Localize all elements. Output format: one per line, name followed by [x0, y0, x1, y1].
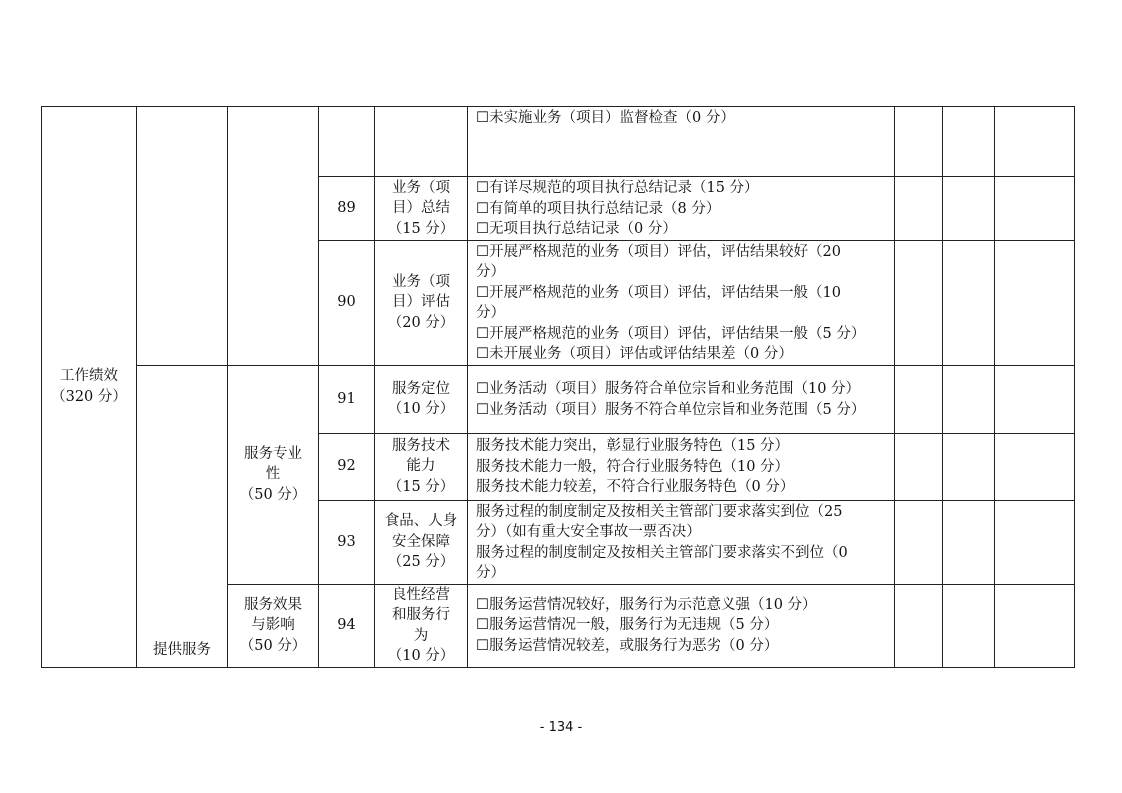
- score-cell: [995, 584, 1075, 667]
- scoring-options: ☐开展严格规范的业务（项目）评估，评估结果较好（20 分） ☐开展严格规范的业务（项目）评估，评估结果一般（10 分） ☐开展严格规范的业务（项目）评估，评估结果一般（5 分） ☐未开展业务（项目）评估或评估结果差（0 分）: [468, 240, 895, 365]
- score-cell: [895, 500, 943, 584]
- scoring-options: ☐未实施业务（项目）监督检查（0 分）: [468, 107, 895, 177]
- group-cell: 服务专业 性 （50 分）: [228, 365, 319, 584]
- scoring-options: ☐有详尽规范的项目执行总结记录（15 分） ☐有简单的项目执行总结记录（8 分） ☐无项目执行总结记录（0 分）: [468, 177, 895, 241]
- item-number: 91: [319, 365, 375, 433]
- score-cell: [995, 177, 1075, 241]
- score-cell: [995, 365, 1075, 433]
- scoring-options: 服务过程的制度制定及按相关主管部门要求落实到位（25 分）（如有重大安全事故一票否决） 服务过程的制度制定及按相关主管部门要求落实不到位（0 分）: [468, 500, 895, 584]
- scoring-options: ☐服务运营情况较好，服务行为示范意义强（10 分） ☐服务运营情况一般，服务行为无违规（5 分） ☐服务运营情况较差，或服务行为恶劣（0 分）: [468, 584, 895, 667]
- group-cell: 服务效果 与影响 （50 分）: [228, 584, 319, 667]
- item-name: [375, 107, 468, 177]
- scoring-options: ☐业务活动（项目）服务符合单位宗旨和业务范围（10 分） ☐业务活动（项目）服务不符合单位宗旨和业务范围（5 分）: [468, 365, 895, 433]
- score-cell: [995, 433, 1075, 500]
- score-cell: [943, 177, 995, 241]
- item-number: [319, 107, 375, 177]
- score-cell: [943, 240, 995, 365]
- score-cell: [895, 177, 943, 241]
- item-number: 92: [319, 433, 375, 500]
- item-number: 94: [319, 584, 375, 667]
- item-number: 90: [319, 240, 375, 365]
- subcategory-cell: 提供服务: [137, 365, 228, 667]
- score-cell: [995, 107, 1075, 177]
- item-name: 食品、人身 安全保障 （25 分）: [375, 500, 468, 584]
- item-name: 良性经营 和服务行 为 （10 分）: [375, 584, 468, 667]
- item-name: 服务定位 （10 分）: [375, 365, 468, 433]
- score-cell: [895, 107, 943, 177]
- score-cell: [943, 107, 995, 177]
- category-cell: 工作绩效 （320 分）: [42, 107, 137, 668]
- score-cell: [995, 240, 1075, 365]
- subcategory-cell: [137, 107, 228, 366]
- score-cell: [995, 500, 1075, 584]
- item-name: 业务（项 目）总结 （15 分）: [375, 177, 468, 241]
- item-name: 业务（项 目）评估 （20 分）: [375, 240, 468, 365]
- score-cell: [895, 240, 943, 365]
- score-cell: [895, 365, 943, 433]
- score-cell: [943, 433, 995, 500]
- score-cell: [943, 584, 995, 667]
- score-cell: [943, 500, 995, 584]
- evaluation-table: [41, 106, 1075, 668]
- item-number: 89: [319, 177, 375, 241]
- item-number: 93: [319, 500, 375, 584]
- scoring-options: 服务技术能力突出，彰显行业服务特色（15 分） 服务技术能力一般，符合行业服务特色（10 分） 服务技术能力较差，不符合行业服务特色（0 分）: [468, 433, 895, 500]
- table-row: [42, 365, 1075, 433]
- score-cell: [895, 584, 943, 667]
- score-cell: [943, 365, 995, 433]
- group-cell: [228, 107, 319, 366]
- item-name: 服务技术 能力 （15 分）: [375, 433, 468, 500]
- score-cell: [895, 433, 943, 500]
- page-number: - 134 -: [539, 720, 583, 735]
- table-row: [42, 107, 1075, 177]
